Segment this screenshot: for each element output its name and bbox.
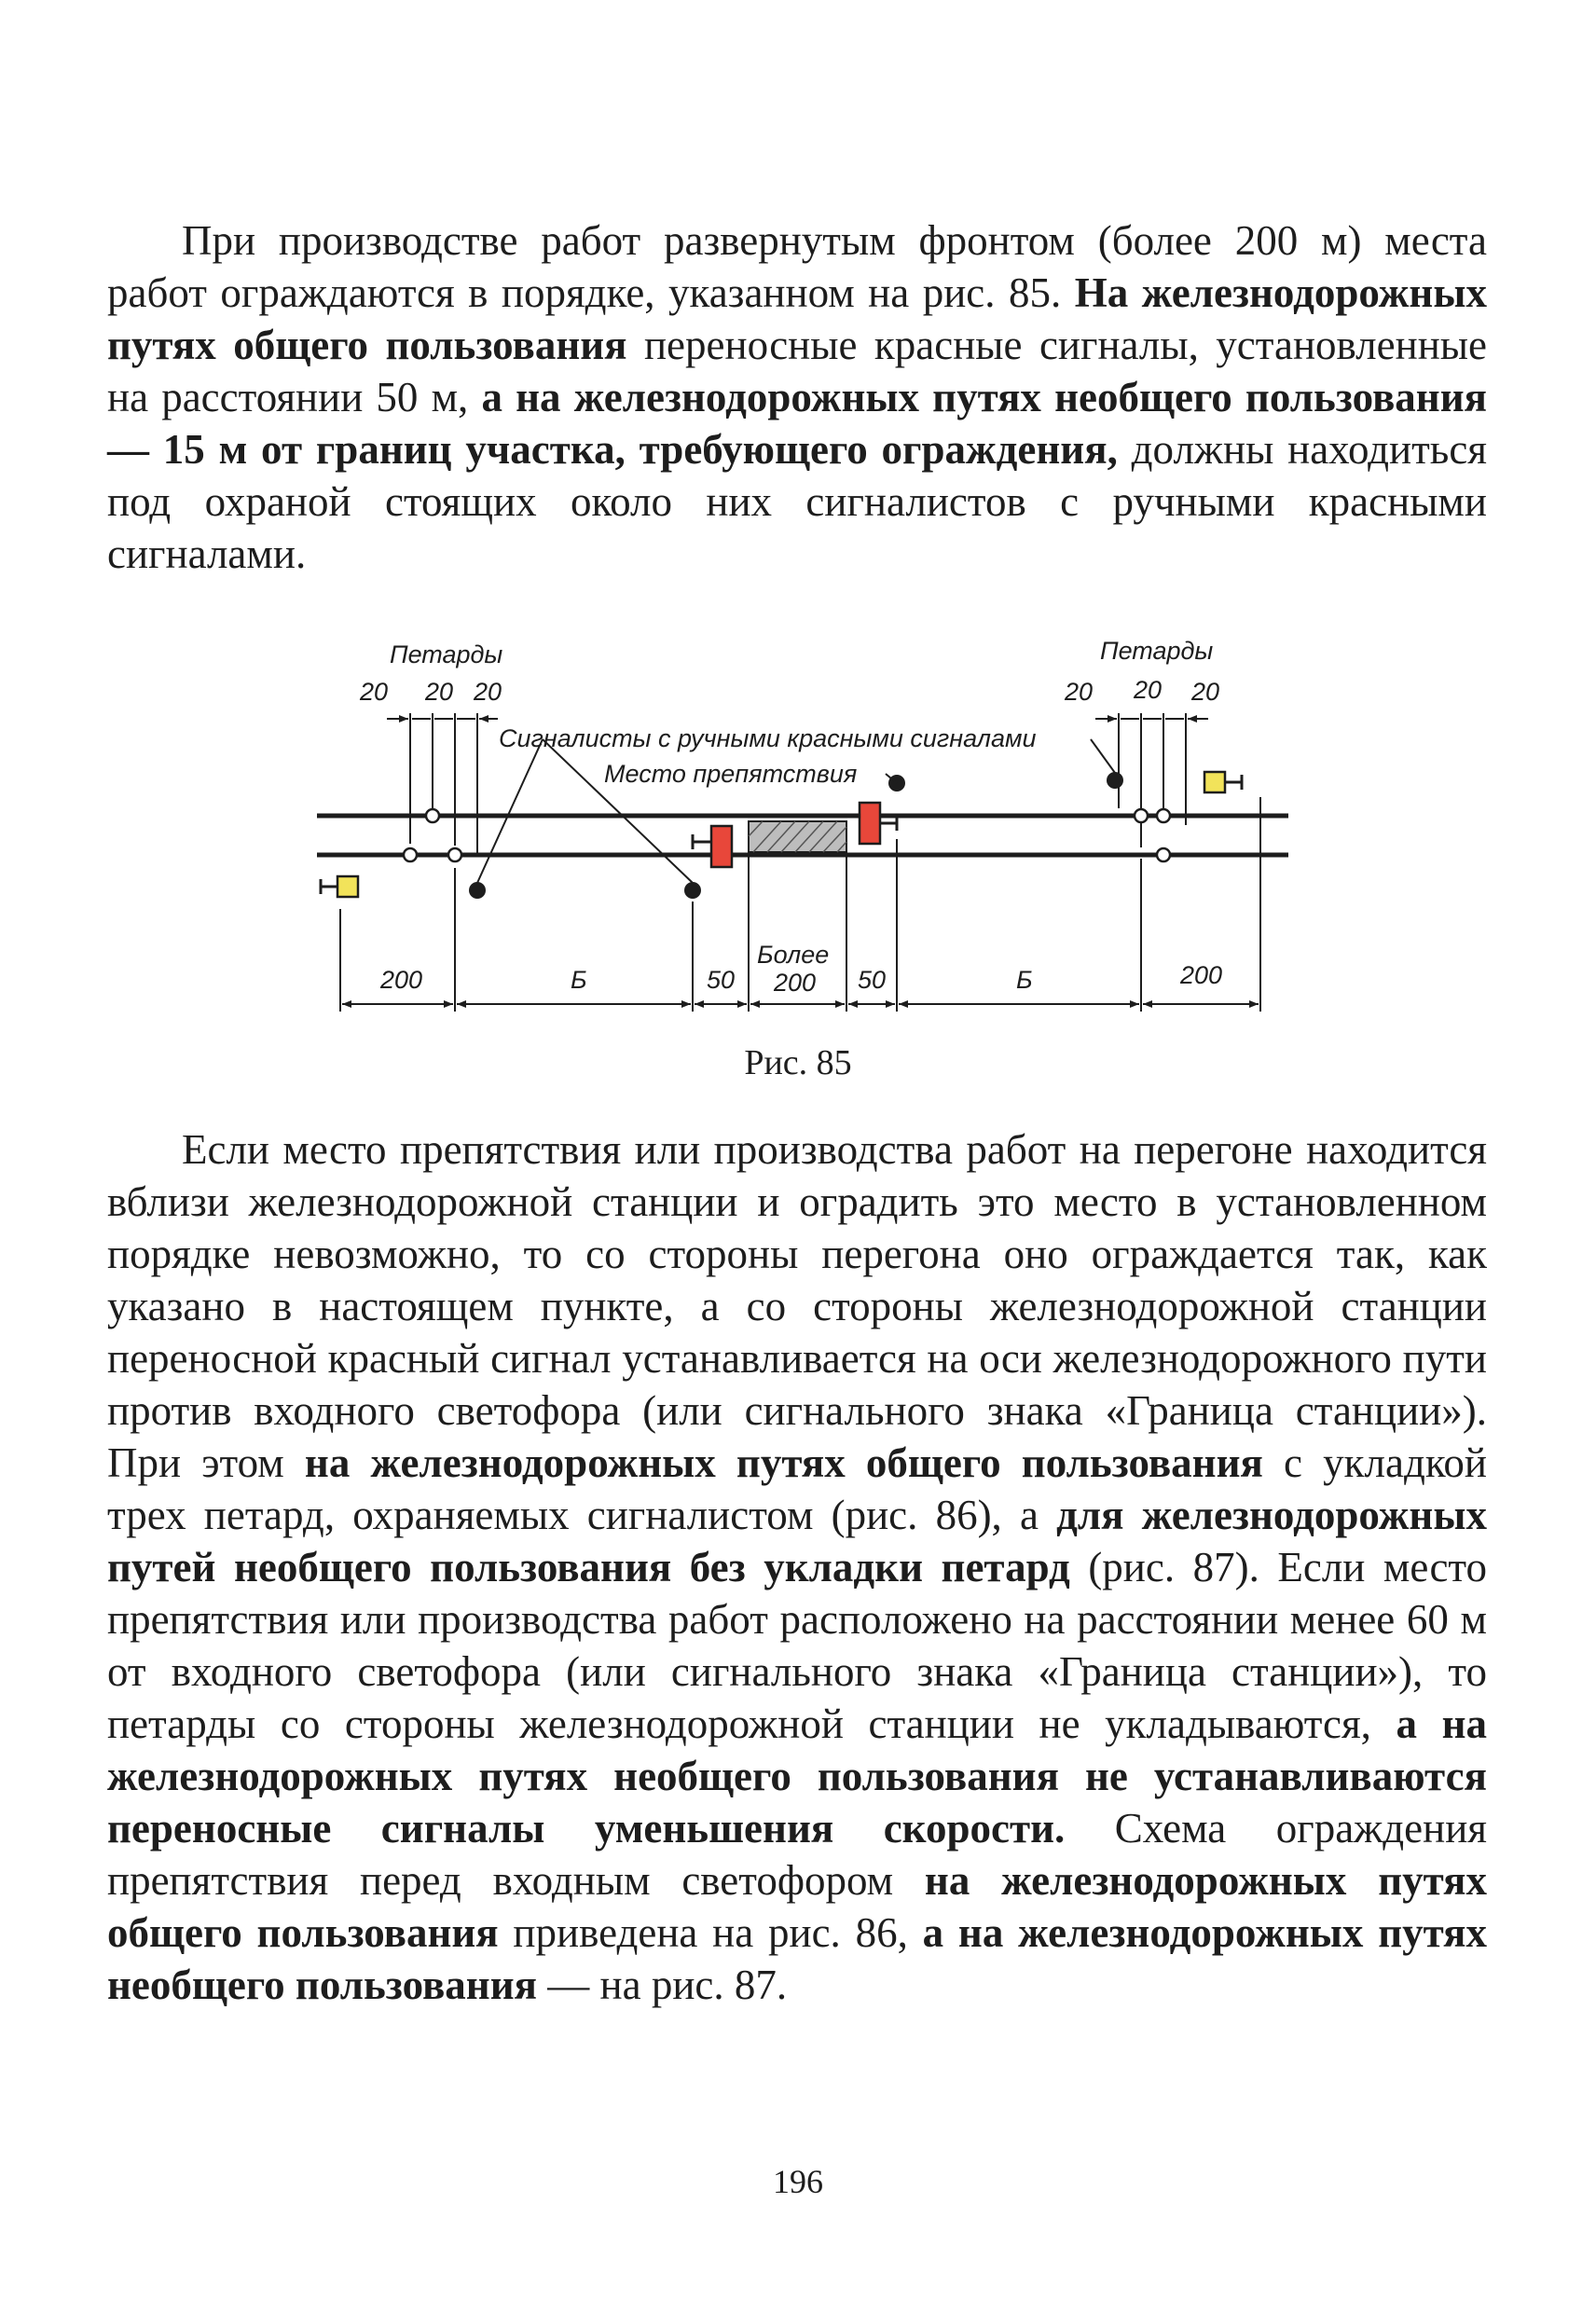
right-spacing-3: 20 [1191,678,1220,706]
text-run-bold: На железнодорожных путях общего пользования [107,269,1487,368]
text-run: должны находиться под охраной стоящих около них сигналистов с ручными красными сигналами. [107,426,1487,577]
text-run: с укладкой трех петард, охраняемых сигналистом (рис. 86), а [107,1439,1487,1538]
yellow-signal-right [1204,772,1242,792]
text-run-bold: на железнодорожных путях общего пользования [304,1439,1263,1486]
red-signal-right [860,803,897,844]
text-run-bold: на железнодорожных путях общего пользования [107,1857,1487,1956]
obstacle-zone [749,821,846,852]
text-run-bold: а на железнодорожных путях необщего пользования — 15 м от границ участка, требующего ограждения, [107,374,1487,473]
dimension-200-right: 200 [1180,961,1223,989]
dimension-b-right: Б [1016,966,1033,994]
text-run: приведена на рис. 86, [498,1909,923,1956]
text-run-bold: а на железнодорожных путях необщего пользования [107,1909,1487,2008]
left-spacing-1: 20 [360,678,389,706]
left-petard-lines [410,713,477,853]
red-signal-left [693,826,732,867]
yellow-signal-left [321,876,358,897]
dimension-50-right: 50 [858,966,887,994]
right-spacing-2: 20 [1134,676,1163,704]
text-run: При производстве работ развернутым фронтом (более 200 м) места работ ограждаются в порядке, указанном на рис. 85. [107,217,1487,316]
signalmen-label: Сигналисты с ручными красными сигналами [499,724,1037,752]
dimension-200-left: 200 [380,966,423,994]
signalman-left-1 [469,882,486,899]
paragraph-1 [107,214,1487,580]
text-run: переносные красные сигналы, установленные на расстоянии 50 м, [107,322,1487,420]
figure-85-diagram [308,629,1300,1039]
text-run-bold: для железнодорожных путей необщего пользования без укладки петард [107,1492,1487,1590]
dimension-200-center: 200 [774,969,817,997]
dimension-b-left: Б [571,966,587,994]
signalman-right-2 [1107,772,1123,789]
figure-caption: Рис. 85 [744,1043,852,1082]
right-petard-lines [1119,713,1186,847]
paragraph-2 [107,1123,1487,2011]
text-run-bold: а на железнодорожных путях необщего пользования не устанавливаются переносные сигналы уменьшения скорости. [107,1700,1487,1852]
right-spacing-1: 20 [1065,678,1094,706]
left-spacing-3: 20 [474,678,502,706]
right-petards-label: Петарды [1100,637,1214,665]
page-number: 196 [773,2163,823,2200]
text-run: Схема ограждения препятствия перед входным светофором [107,1805,1487,1904]
obstacle-label: Место препятствия [604,760,858,788]
text-run: Если место препятствия или производства работ на перегоне находится вблизи железнодорожной станции и оградить это место в установленном порядке невозможно, то со стороны перегона оно ограждается так, как указано в настоящем пункте, а со стороны железнодорожной станции переносной красный сигнал устанавливается на оси железнодорожного пути против входного светофора (или сигнального знака «Граница станции»). При этом [107,1126,1487,1486]
left-spacing-2: 20 [425,678,454,706]
dimension-50-left: 50 [707,966,736,994]
text-run: — на рис. 87. [537,1962,788,2008]
left-petards-label: Петарды [390,640,503,668]
signalman-left-2 [684,882,701,899]
dimension-bolee: Более [757,941,830,969]
text-run: (рис. 87). Если место препятствия или производства работ расположено на расстоянии менее 60 м от входного светофора (или сигнального знака «Граница станции»), то петарды со стороны железнодорожной станции не укладываются, [107,1544,1488,1747]
